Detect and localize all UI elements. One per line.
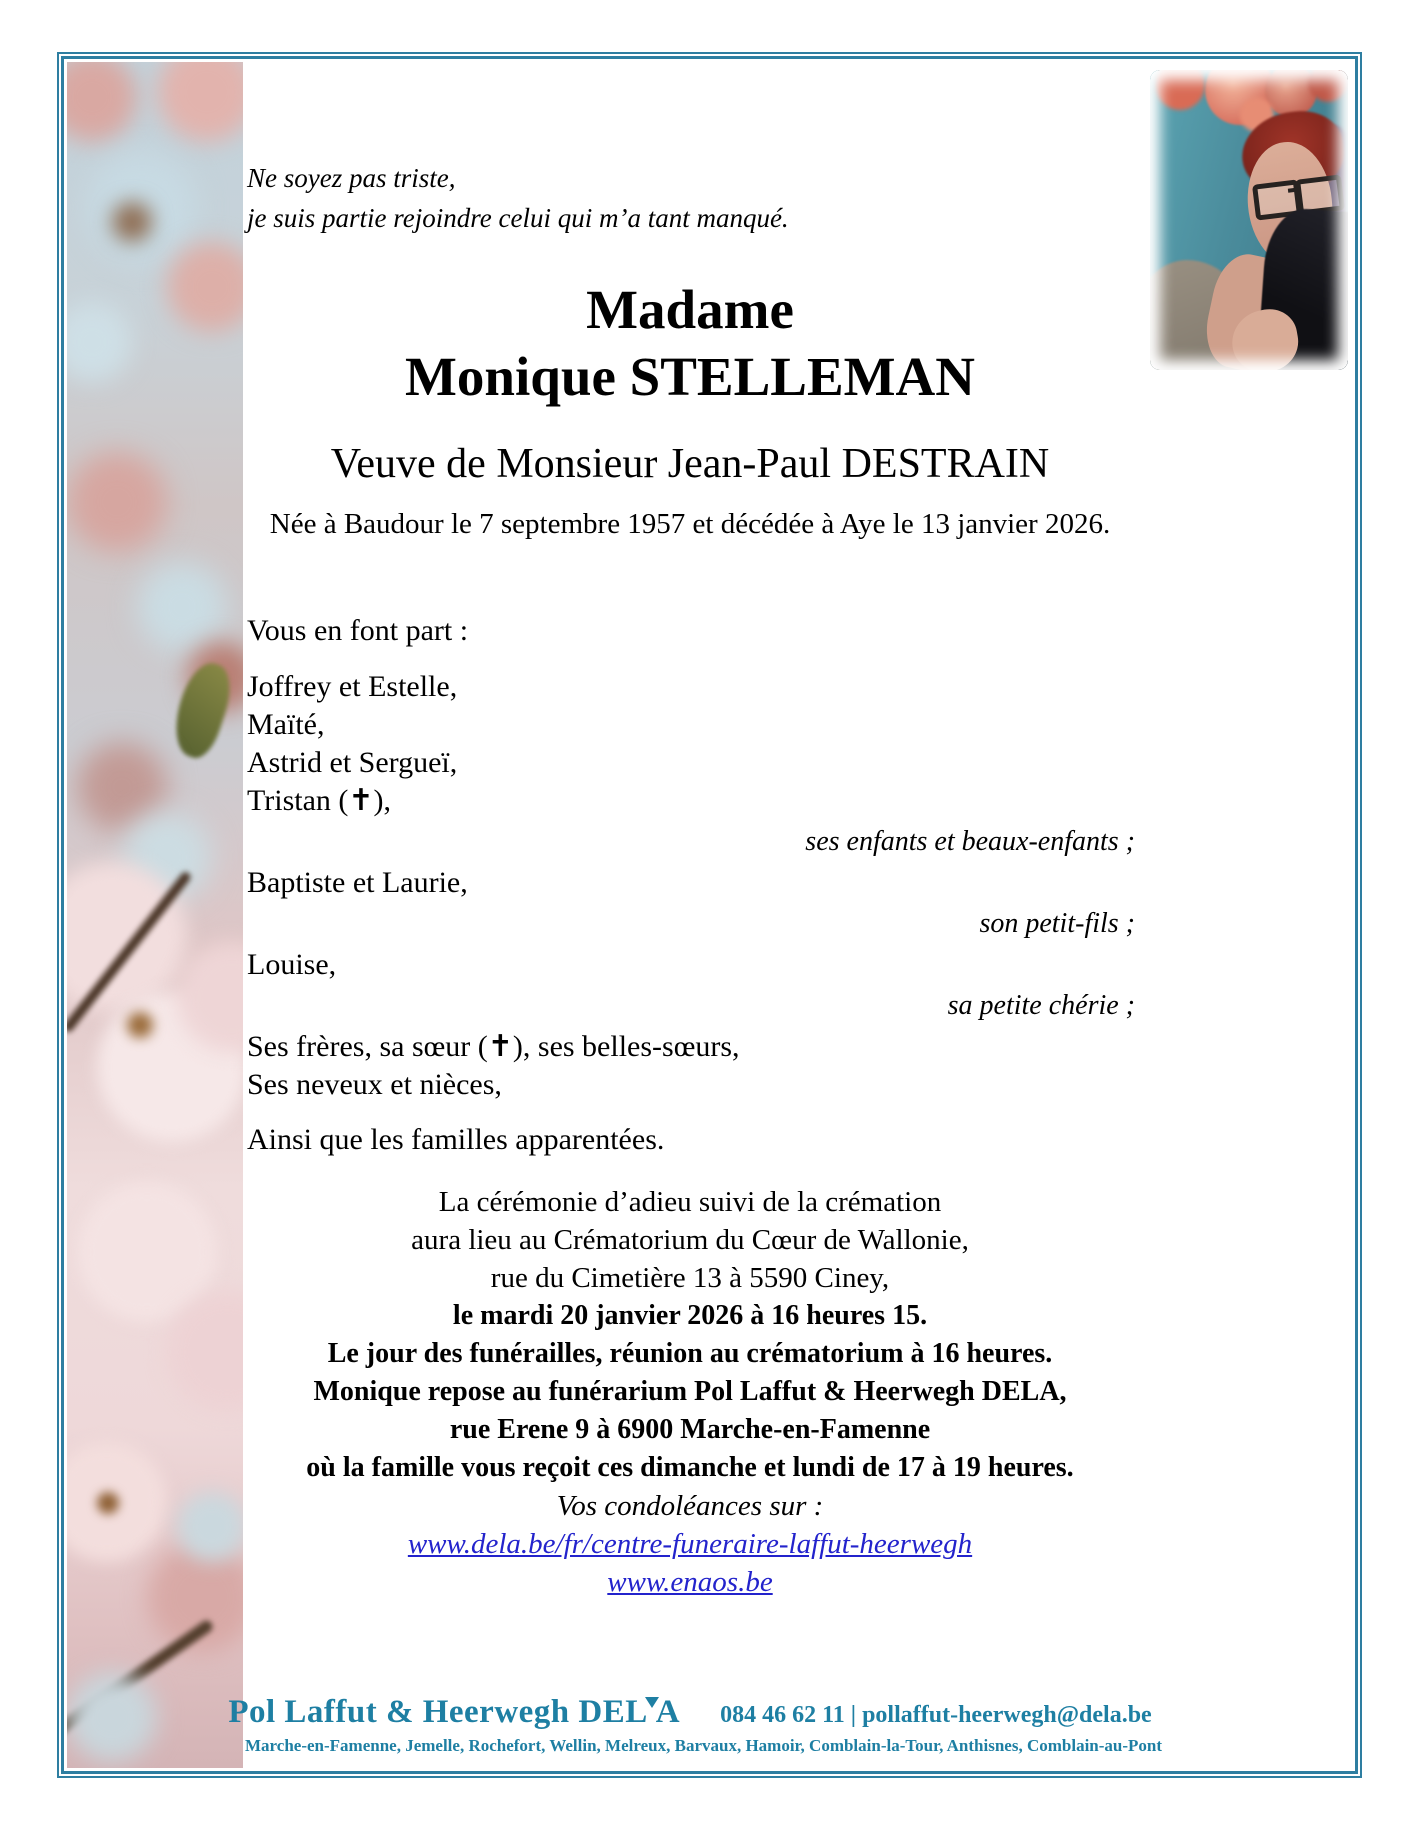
ceremony-line: rue du Cimetière 13 à 5590 Ciney, [490,1262,890,1294]
blossom-shape [67,452,167,552]
lantern-shape [1265,70,1317,117]
lantern-shape [1155,70,1205,110]
funeral-meeting-info: Le jour des funérailles, réunion au crématorium à 16 heures. [327,1338,1053,1369]
widow-relation: Veuve de Monsieur Jean-Paul DESTRAIN [330,441,1050,487]
funeral-home-contact: 084 46 62 11 | pollaffut-heerwegh@dela.be [720,1702,1152,1728]
repose-line: Monique repose au funérarium Pol Laffut & Heerwegh DELA, [313,1376,1067,1407]
condolences-label: Vos condoléances sur : [556,1490,824,1522]
ceremony-datetime: le mardi 20 janvier 2026 à 16 heures 15. [452,1300,928,1331]
stamen-shape [127,1012,153,1038]
title-madame: Madame [586,279,794,340]
quote-line: Ne soyez pas triste, [247,163,456,193]
funeral-home-footer [228,1694,1163,1756]
ceremony-line: aura lieu au Crématorium du Cœur de Wallonie, [411,1224,969,1256]
sky-bokeh-shape [177,1492,243,1562]
dela-logo-triangle-icon [645,1697,659,1708]
glasses-shape [1252,179,1302,220]
branch-shape [112,202,152,242]
opening-quote [247,158,789,238]
blossom-shape [67,62,137,142]
repose-line: rue Erene 9 à 6900 Marche-en-Famenne [449,1414,931,1445]
blossom-shape [167,242,243,332]
grape-decoration-shape [1320,125,1346,240]
repose-line: où la famille vous reçoit ces dimanche et lundi de 17 à 19 heures. [306,1452,1074,1483]
cherry-blossom-photo-strip [67,62,243,1768]
family-member: Ses frères, sa sœur (✝), ses belles-sœurs, [247,1030,740,1063]
deceased-name: Monique STELLEMAN [405,346,975,407]
funeral-home-locations: Marche-en-Famenne, Jemelle, Rochefort, Wellin, Melreux, Barvaux, Hamoir, Comblain-la-Tour, Anthisnes, Comblain-au-Pont [245,1736,1163,1755]
family-member: Baptiste et Laurie, [247,866,468,899]
announcement-intro: Vous en font part : [247,614,469,647]
lantern-shape [1240,98,1274,132]
life-dates: Née à Baudour le 7 septembre 1957 et décédée à Aye le 13 janvier 2026. [269,508,1111,540]
family-member: Tristan (✝), [247,784,392,817]
condolences-link-dela[interactable]: www.dela.be/fr/centre-funeraire-laffut-heerwegh [407,1528,973,1560]
face-shape [1243,139,1337,270]
family-member: Astrid et Sergueï, [247,746,458,779]
glasses-shape [1295,174,1345,215]
photo-background [1150,70,1348,370]
family-member: Ses neveux et nièces, [247,1068,502,1101]
family-announcement [247,612,1135,1159]
stamen-shape [97,1492,119,1514]
family-member: Louise, [247,948,337,981]
sky-bokeh-shape [137,562,227,652]
lantern-shape [1308,70,1348,102]
portrait-photo [1150,70,1348,370]
smile-shape [1275,241,1306,262]
quote-line: je suis partie rejoindre celui qui m’a tant manqué. [247,203,789,233]
sky-bokeh-shape [67,302,132,382]
sweater-shape [1150,260,1250,370]
hair-shape [1238,107,1348,199]
family-member: Maïté, [247,708,325,741]
relation-label: sa petite chérie ; [947,990,1135,1021]
funeral-home-brand: Pol Laffut & Heerwegh DEL A [228,1694,681,1730]
neck-shape [1199,248,1296,370]
relation-label: ses enfants et beaux-enfants ; [805,826,1135,857]
glasses-bridge-shape [1288,187,1300,192]
ceremony-details [245,1183,1135,1601]
family-member: Joffrey et Estelle, [247,670,458,703]
family-closing: Ainsi que les familles apparentées. [247,1123,665,1156]
jacket-shape [1256,206,1348,370]
relation-label: son petit-fils ; [979,908,1135,939]
blossom-shape [157,62,243,142]
condolences-link-enaos[interactable]: www.enaos.be [607,1566,773,1598]
lantern-shape [1205,70,1275,125]
ceremony-line: La cérémonie d’adieu suivi de la crémation [438,1186,942,1218]
sky-bokeh-shape [67,1672,157,1762]
hand-shape [1227,305,1303,370]
